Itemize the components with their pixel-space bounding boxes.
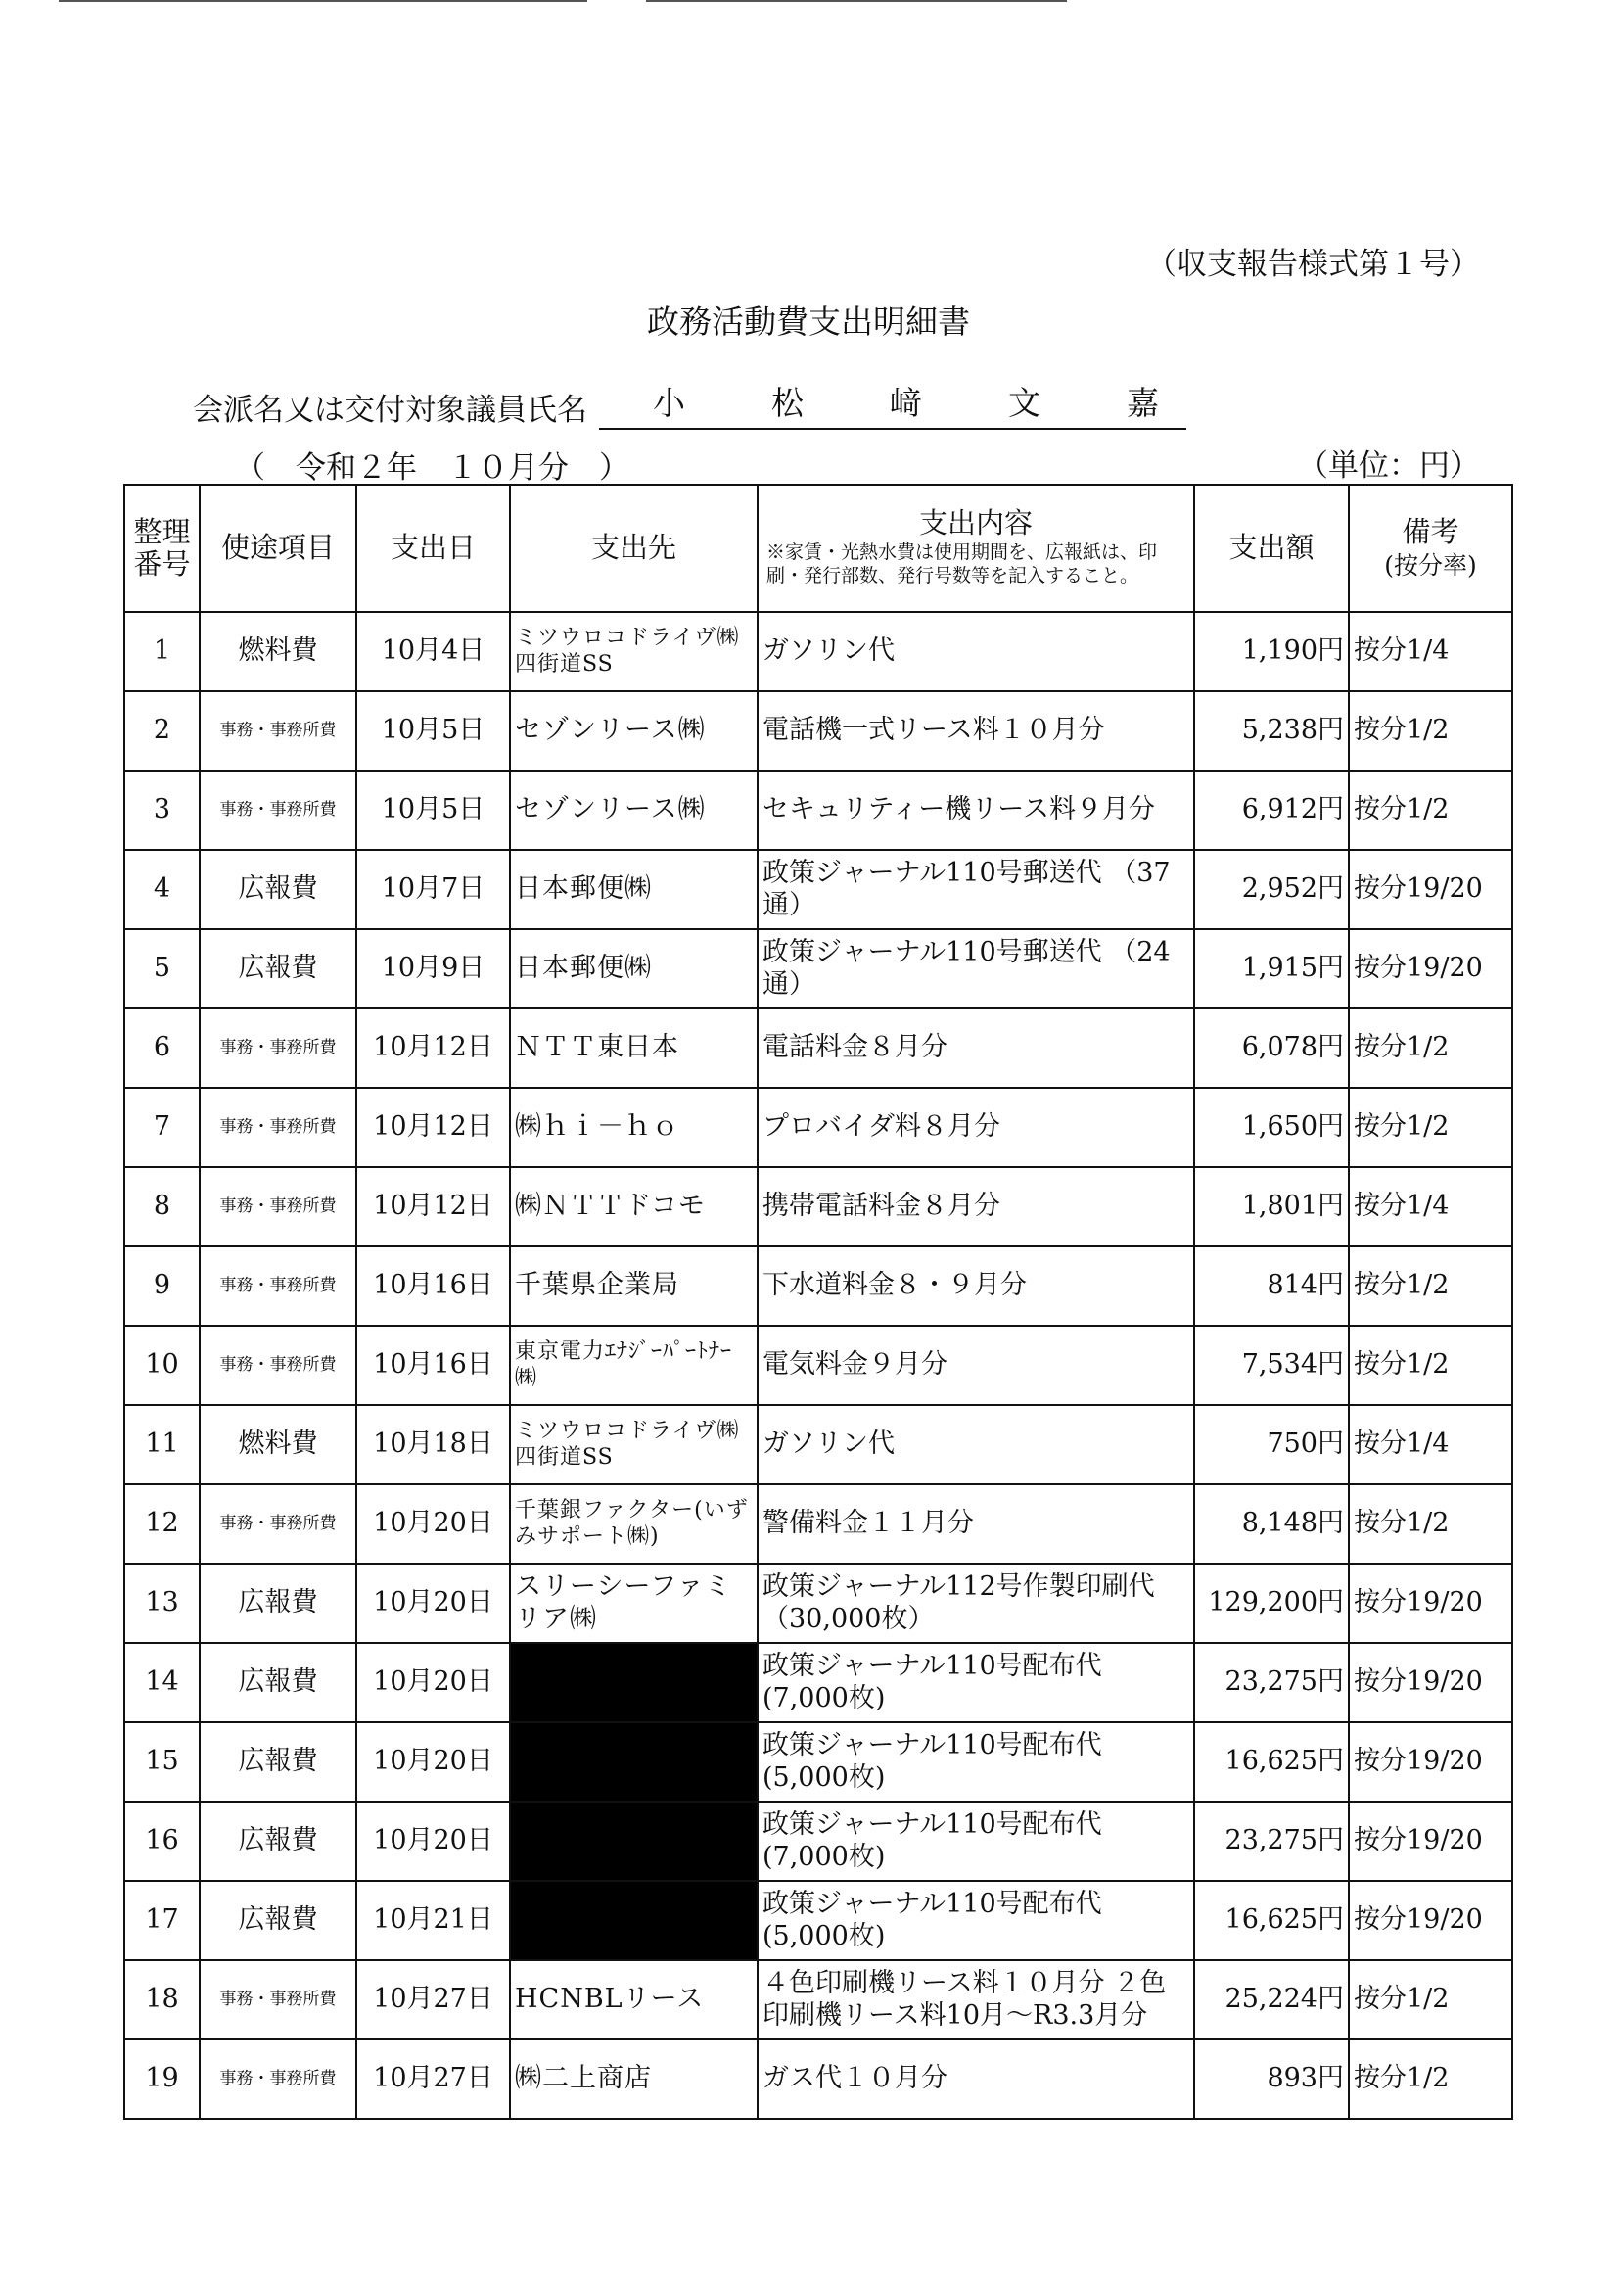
table-row <box>124 1643 1512 1722</box>
row-payee: 千葉銀ファクター(いずみサポート㈱) <box>510 1484 758 1564</box>
row-number: 17 <box>124 1881 200 1960</box>
row-purpose: 事務・事務所費 <box>200 2039 356 2119</box>
row-number: 12 <box>124 1484 200 1564</box>
row-date: 10月4日 <box>356 612 510 691</box>
row-detail: 政策ジャーナル110号郵送代 （37通） <box>758 850 1194 929</box>
row-purpose: 事務・事務所費 <box>200 691 356 771</box>
row-payee: HCNBLリース <box>510 1960 758 2039</box>
row-purpose: 事務・事務所費 <box>200 1008 356 1088</box>
row-purpose: 広報費 <box>200 929 356 1008</box>
table-row <box>124 612 1512 691</box>
row-detail: セキュリティー機リース料９月分 <box>758 771 1194 850</box>
column-header-label: 整理番号 <box>133 514 191 581</box>
row-purpose: 事務・事務所費 <box>200 1960 356 2039</box>
row-number: 19 <box>124 2039 200 2119</box>
row-amount: 7,534円 <box>1194 1326 1349 1405</box>
row-number: 2 <box>124 691 200 771</box>
row-amount: 6,078円 <box>1194 1008 1349 1088</box>
row-number: 4 <box>124 850 200 929</box>
column-header-detail <box>758 485 1194 612</box>
row-note: 按分1/2 <box>1349 1326 1512 1405</box>
table-row <box>124 1326 1512 1405</box>
row-purpose: 事務・事務所費 <box>200 1484 356 1564</box>
redacted-payee <box>510 1881 758 1960</box>
row-note: 按分1/4 <box>1349 1167 1512 1246</box>
table-row <box>124 929 1512 1008</box>
row-purpose: 事務・事務所費 <box>200 1088 356 1167</box>
table-row <box>124 1088 1512 1167</box>
row-date: 10月16日 <box>356 1326 510 1405</box>
row-number: 11 <box>124 1405 200 1484</box>
row-number: 10 <box>124 1326 200 1405</box>
row-payee: 日本郵便㈱ <box>510 850 758 929</box>
row-date: 10月5日 <box>356 771 510 850</box>
table-row <box>124 1960 1512 2039</box>
column-header-note <box>1349 485 1512 612</box>
redacted-payee <box>510 1643 758 1722</box>
row-payee: ミツウロコドライヴ㈱四街道SS <box>510 1405 758 1484</box>
row-note: 按分1/2 <box>1349 771 1512 850</box>
scan-edge-line <box>646 0 1067 2</box>
row-detail: 警備料金１１月分 <box>758 1484 1194 1564</box>
row-amount: 2,952円 <box>1194 850 1349 929</box>
row-note: 按分1/2 <box>1349 2039 1512 2119</box>
row-detail: 電話料金８月分 <box>758 1008 1194 1088</box>
row-detail: 政策ジャーナル110号配布代 (7,000枚) <box>758 1643 1194 1722</box>
row-detail: ４色印刷機リース料１０月分 ２色印刷機リース料10月～R3.3月分 <box>758 1960 1194 2039</box>
member-name-char: 嘉 <box>1127 384 1159 422</box>
row-date: 10月27日 <box>356 2039 510 2119</box>
column-header-detail-note: ※家賃・光熱水費は使用期間を、広報紙は、印刷・発行部数、発行号数等を記入すること。 <box>766 540 1158 586</box>
row-detail: 携帯電話料金８月分 <box>758 1167 1194 1246</box>
table-row <box>124 1802 1512 1881</box>
row-detail: 下水道料金８・９月分 <box>758 1246 1194 1326</box>
row-detail: 電話機一式リース料１０月分 <box>758 691 1194 771</box>
row-purpose: 事務・事務所費 <box>200 771 356 850</box>
row-purpose: 広報費 <box>200 1564 356 1643</box>
table-row <box>124 1881 1512 1960</box>
row-date: 10月20日 <box>356 1564 510 1643</box>
row-amount: 893円 <box>1194 2039 1349 2119</box>
row-number: 5 <box>124 929 200 1008</box>
redacted-payee <box>510 1722 758 1802</box>
row-detail: ガソリン代 <box>758 612 1194 691</box>
row-payee: 千葉県企業局 <box>510 1246 758 1326</box>
column-header-amount: 支出額 <box>1194 485 1349 612</box>
row-purpose: 広報費 <box>200 1802 356 1881</box>
row-note: 按分19/20 <box>1349 1643 1512 1722</box>
row-purpose: 事務・事務所費 <box>200 1326 356 1405</box>
row-amount: 8,148円 <box>1194 1484 1349 1564</box>
row-amount: 5,238円 <box>1194 691 1349 771</box>
row-amount: 1,801円 <box>1194 1167 1349 1246</box>
row-number: 13 <box>124 1564 200 1643</box>
expense-table <box>123 484 1513 2120</box>
row-purpose: 広報費 <box>200 1643 356 1722</box>
table-body <box>124 612 1512 2119</box>
row-note: 按分1/4 <box>1349 1405 1512 1484</box>
row-payee: 東京電力ｴﾅｼﾞｰﾊﾟｰﾄﾅｰ㈱ <box>510 1326 758 1405</box>
row-detail: 政策ジャーナル110号配布代 (5,000枚) <box>758 1722 1194 1802</box>
row-payee: ＮＴＴ東日本 <box>510 1008 758 1088</box>
member-name-char: 松 <box>771 384 804 422</box>
row-purpose: 燃料費 <box>200 1405 356 1484</box>
row-date: 10月12日 <box>356 1008 510 1088</box>
column-header-payee: 支出先 <box>510 485 758 612</box>
row-note: 按分19/20 <box>1349 1564 1512 1643</box>
table-row <box>124 1564 1512 1643</box>
member-name-char: 﨑 <box>890 384 922 422</box>
row-date: 10月12日 <box>356 1167 510 1246</box>
table-row <box>124 1484 1512 1564</box>
table-row <box>124 1246 1512 1326</box>
row-number: 6 <box>124 1008 200 1088</box>
row-number: 15 <box>124 1722 200 1802</box>
row-purpose: 燃料費 <box>200 612 356 691</box>
row-amount: 23,275円 <box>1194 1802 1349 1881</box>
row-date: 10月20日 <box>356 1802 510 1881</box>
row-purpose: 事務・事務所費 <box>200 1246 356 1326</box>
row-note: 按分19/20 <box>1349 850 1512 929</box>
row-amount: 16,625円 <box>1194 1881 1349 1960</box>
row-note: 按分1/2 <box>1349 1008 1512 1088</box>
table-row <box>124 850 1512 929</box>
column-header-detail-label: 支出内容 <box>918 505 1033 539</box>
row-date: 10月18日 <box>356 1405 510 1484</box>
row-number: 9 <box>124 1246 200 1326</box>
row-detail: 電気料金９月分 <box>758 1326 1194 1405</box>
table-row <box>124 1167 1512 1246</box>
row-date: 10月20日 <box>356 1484 510 1564</box>
row-note: 按分19/20 <box>1349 1722 1512 1802</box>
row-amount: 25,224円 <box>1194 1960 1349 2039</box>
table-header-row <box>124 485 1512 612</box>
row-note: 按分1/2 <box>1349 1484 1512 1564</box>
column-header-note-sub: (按分率) <box>1384 551 1477 580</box>
row-payee: ㈱ｈｉ－ｈｏ <box>510 1088 758 1167</box>
row-amount: 6,912円 <box>1194 771 1349 850</box>
row-date: 10月20日 <box>356 1643 510 1722</box>
row-detail: ガス代１０月分 <box>758 2039 1194 2119</box>
row-date: 10月20日 <box>356 1722 510 1802</box>
row-note: 按分1/2 <box>1349 1088 1512 1167</box>
row-date: 10月5日 <box>356 691 510 771</box>
row-purpose: 事務・事務所費 <box>200 1167 356 1246</box>
row-note: 按分1/4 <box>1349 612 1512 691</box>
row-note: 按分19/20 <box>1349 1881 1512 1960</box>
row-payee: 日本郵便㈱ <box>510 929 758 1008</box>
row-note: 按分1/2 <box>1349 1960 1512 2039</box>
row-note: 按分1/2 <box>1349 691 1512 771</box>
reporting-period: （ 令和２年 １０月分 ） <box>235 450 629 486</box>
row-payee: ㈱二上商店 <box>510 2039 758 2119</box>
row-payee: ㈱ＮＴＴドコモ <box>510 1167 758 1246</box>
column-header-no <box>124 485 200 612</box>
row-number: 1 <box>124 612 200 691</box>
row-number: 18 <box>124 1960 200 2039</box>
row-detail: 政策ジャーナル110号配布代 (7,000枚) <box>758 1802 1194 1881</box>
row-number: 3 <box>124 771 200 850</box>
row-amount: 16,625円 <box>1194 1722 1349 1802</box>
column-header-note-label: 備考 <box>1402 514 1459 548</box>
table-row <box>124 1008 1512 1088</box>
row-amount: 1,190円 <box>1194 612 1349 691</box>
row-note: 按分1/2 <box>1349 1246 1512 1326</box>
row-number: 7 <box>124 1088 200 1167</box>
row-number: 8 <box>124 1167 200 1246</box>
row-amount: 750円 <box>1194 1405 1349 1484</box>
row-amount: 23,275円 <box>1194 1643 1349 1722</box>
row-purpose: 広報費 <box>200 850 356 929</box>
document-title: 政務活動費支出明細書 <box>647 303 970 341</box>
scan-edge-line <box>59 0 587 2</box>
table-row <box>124 2039 1512 2119</box>
row-number: 14 <box>124 1643 200 1722</box>
row-date: 10月7日 <box>356 850 510 929</box>
row-number: 16 <box>124 1802 200 1881</box>
column-header-purpose: 使途項目 <box>200 485 356 612</box>
row-purpose: 広報費 <box>200 1881 356 1960</box>
row-date: 10月27日 <box>356 1960 510 2039</box>
table-row <box>124 1405 1512 1484</box>
row-amount: 1,915円 <box>1194 929 1349 1008</box>
row-note: 按分19/20 <box>1349 929 1512 1008</box>
member-name-char: 文 <box>1008 384 1040 422</box>
row-note: 按分19/20 <box>1349 1802 1512 1881</box>
row-date: 10月21日 <box>356 1881 510 1960</box>
row-amount: 1,650円 <box>1194 1088 1349 1167</box>
row-detail: 政策ジャーナル110号配布代 (5,000枚) <box>758 1881 1194 1960</box>
row-payee: セゾンリース㈱ <box>510 771 758 850</box>
member-name <box>599 378 1186 430</box>
redacted-payee <box>510 1802 758 1881</box>
currency-unit: （単位：円） <box>1298 448 1480 484</box>
table-row <box>124 1722 1512 1802</box>
row-detail: ガソリン代 <box>758 1405 1194 1484</box>
row-payee: セゾンリース㈱ <box>510 691 758 771</box>
form-number: （収支報告様式第１号） <box>1146 247 1480 282</box>
row-date: 10月9日 <box>356 929 510 1008</box>
column-header-date: 支出日 <box>356 485 510 612</box>
row-detail: プロバイダ料８月分 <box>758 1088 1194 1167</box>
row-detail: 政策ジャーナル112号作製印刷代 （30,000枚） <box>758 1564 1194 1643</box>
row-payee: ミツウロコドライヴ㈱四街道SS <box>510 612 758 691</box>
member-label: 会派名又は交付対象議員氏名 <box>193 393 587 428</box>
row-date: 10月12日 <box>356 1088 510 1167</box>
row-payee: スリーシーファミリア㈱ <box>510 1564 758 1643</box>
table-row <box>124 691 1512 771</box>
row-date: 10月16日 <box>356 1246 510 1326</box>
member-name-char: 小 <box>653 384 685 422</box>
row-purpose: 広報費 <box>200 1722 356 1802</box>
row-detail: 政策ジャーナル110号郵送代 （24通） <box>758 929 1194 1008</box>
row-amount: 814円 <box>1194 1246 1349 1326</box>
table-row <box>124 771 1512 850</box>
row-amount: 129,200円 <box>1194 1564 1349 1643</box>
